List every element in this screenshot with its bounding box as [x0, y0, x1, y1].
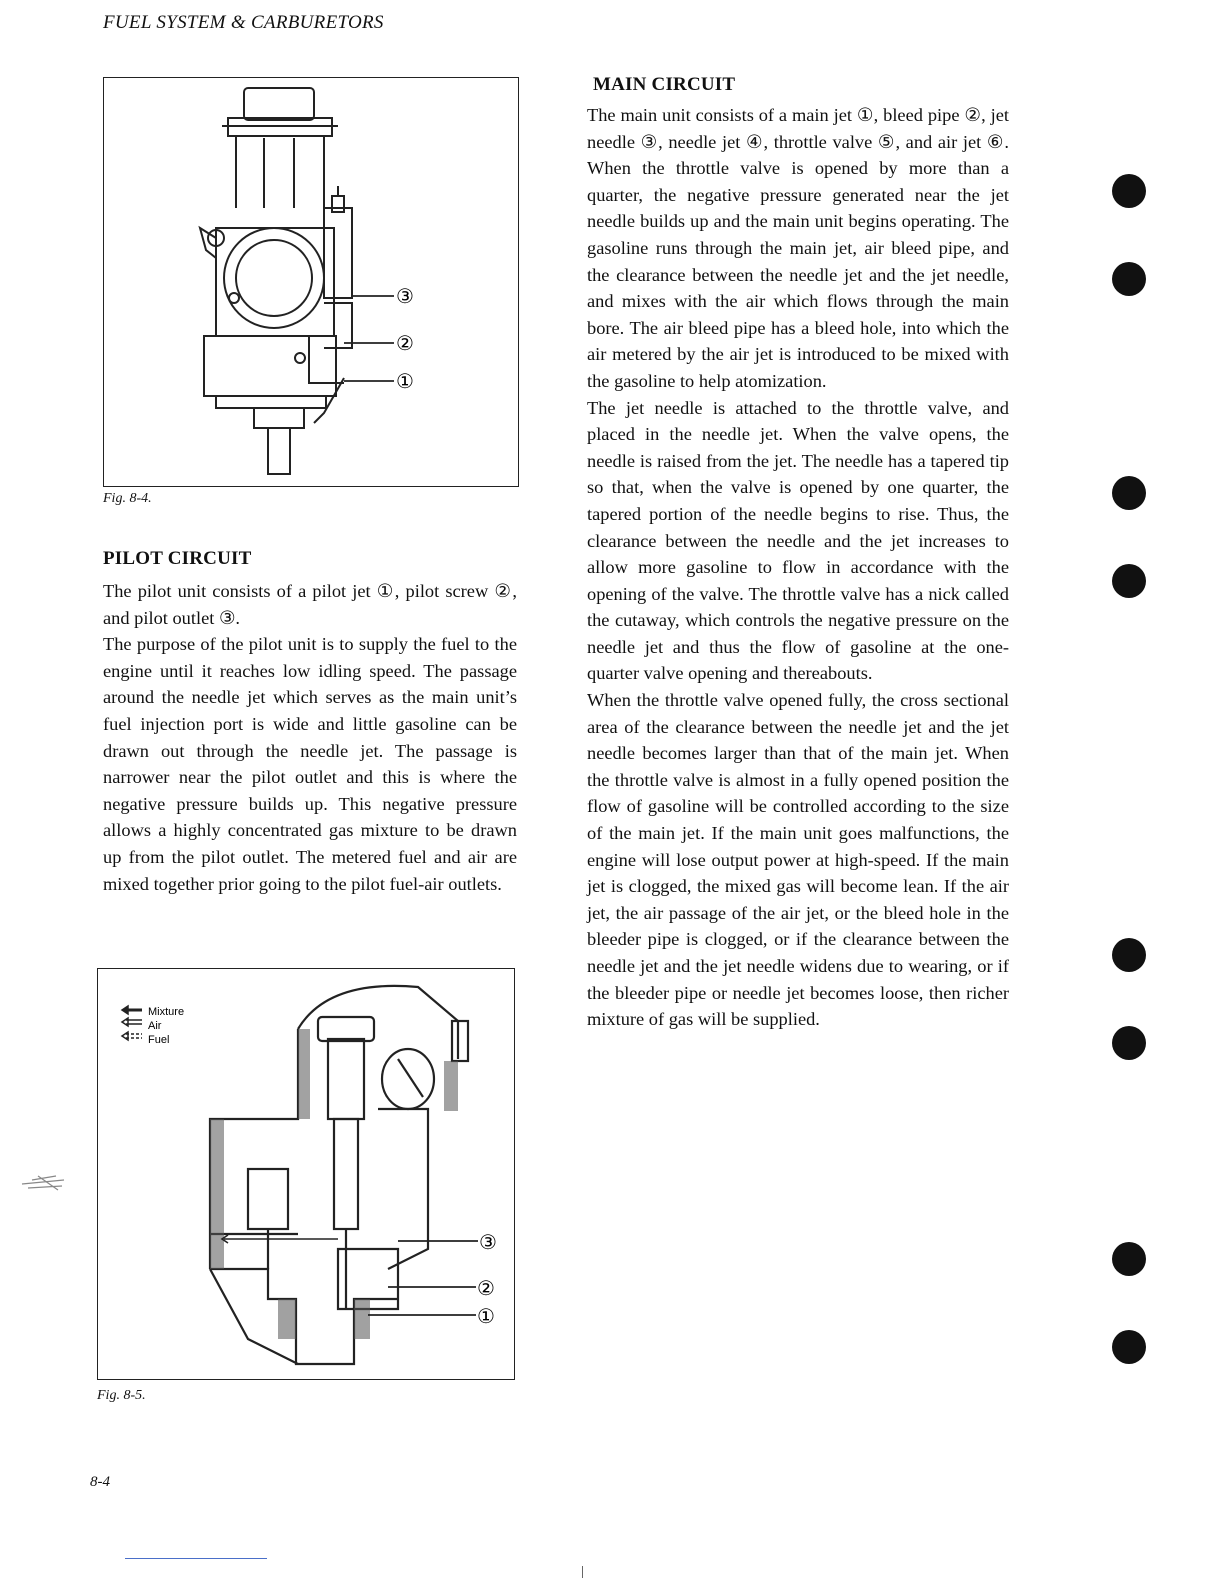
binder-hole: [1112, 1026, 1146, 1060]
fig1-callout-1: ①: [396, 371, 414, 393]
fig2-callout-1: ①: [477, 1306, 495, 1328]
carburetor-exterior-illustration: [104, 78, 518, 486]
page-header: FUEL SYSTEM & CARBURETORS: [103, 12, 384, 33]
carburetor-cutaway-illustration: [98, 969, 514, 1379]
figure-8-5-caption: Fig. 8-5.: [97, 1388, 146, 1403]
binder-hole: [1112, 564, 1146, 598]
fig2-callout-3: ③: [479, 1232, 497, 1254]
fig2-callout-2: ②: [477, 1278, 495, 1300]
fig1-callout-2: ②: [396, 333, 414, 355]
binder-hole: [1112, 476, 1146, 510]
figure-8-4: [103, 77, 519, 487]
scan-tick: [582, 1566, 583, 1578]
bottom-rule: [125, 1558, 267, 1559]
fig1-callout-3: ③: [396, 286, 414, 308]
figure-8-5: [97, 968, 515, 1380]
main-circuit-text: [587, 102, 1009, 1033]
main-paragraph-2: The jet needle is attached to the throttle valve, and placed in the needle jet. When the valve opens, the needle is raised from the jet. The needle has a tapered tip so that, when the valve is opened by one quarter, the tapered portion of the needle begins to rise. Thus, the clearance between the needle and the jet increases to allow more gasoline to flow in accordance with the opening of the valve. The throttle valve has a nick called the cutaway, which controls the negative pressure on the needle jet and thus the flow of gasoline at the one-quarter valve opening and thereabouts.: [587, 397, 1009, 684]
pilot-paragraph-1: The pilot unit consists of a pilot jet ①, pilot screw ②, and pilot outlet ③.: [103, 581, 517, 628]
legend-mixture: Mixture: [148, 1006, 185, 1018]
pilot-circuit-title: PILOT CIRCUIT: [103, 548, 252, 569]
pilot-circuit-text: [103, 578, 517, 897]
legend-fuel: Fuel: [148, 1034, 170, 1046]
main-paragraph-3: When the throttle valve opened fully, the cross sectional area of the clearance between the needle jet and the jet needle becomes larger than that of the main jet. When the throttle valve is almost in a fully opened position the flow of gasoline will be controlled according to the size of the main jet. If the main unit goes malfunctions, the engine will lose output power at high-speed. If the main jet is clogged, the mixed gas will become lean. If the air jet, the air passage of the air jet, or the bleed hole in the bleeder pipe is clogged, or if the clearance between the needle jet and the jet needle widens due to wearing, or if the bleeder pipe or needle jet becomes loose, then richer mixture of gas will be supplied.: [587, 690, 1009, 1030]
binder-hole: [1112, 1330, 1146, 1364]
main-circuit-title: MAIN CIRCUIT: [593, 74, 736, 95]
figure-8-4-caption: Fig. 8-4.: [103, 491, 152, 506]
page-number: 8-4: [90, 1474, 110, 1490]
legend-air: Air: [148, 1020, 162, 1032]
scan-speck: [18, 1170, 68, 1196]
binder-hole: [1112, 1242, 1146, 1276]
pilot-paragraph-2: The purpose of the pilot unit is to supply the fuel to the engine until it reaches low idling speed. The passage around the needle jet which serves as the main unit’s fuel injection port is wide and little gasoline can be drawn out through the needle jet. The passage is narrower near the pilot outlet and this is where the negative pressure builds up. This negative pressure allows a highly concentrated gas mixture to be drawn up from the pilot outlet. The metered fuel and air are mixed together prior going to the pilot fuel-air outlets.: [103, 634, 517, 894]
main-paragraph-1: The main unit consists of a main jet ①, bleed pipe ②, jet needle ③, needle jet ④, throttle valve ⑤, and air jet ⑥. When the throttle valve is opened by more than a quarter, the negative pressure generated near the jet needle builds up and the main unit begins operating. The gasoline runs through the main jet, air bleed pipe, and the clearance between the needle jet and the jet needle, and mixes with the air which flows through the main bore. The air bleed pipe has a bleed hole, into which the air metered by the air jet is introduced to be mixed with the gasoline to help atomization.: [587, 105, 1009, 391]
binder-hole: [1112, 938, 1146, 972]
binder-hole: [1112, 174, 1146, 208]
binder-hole: [1112, 262, 1146, 296]
